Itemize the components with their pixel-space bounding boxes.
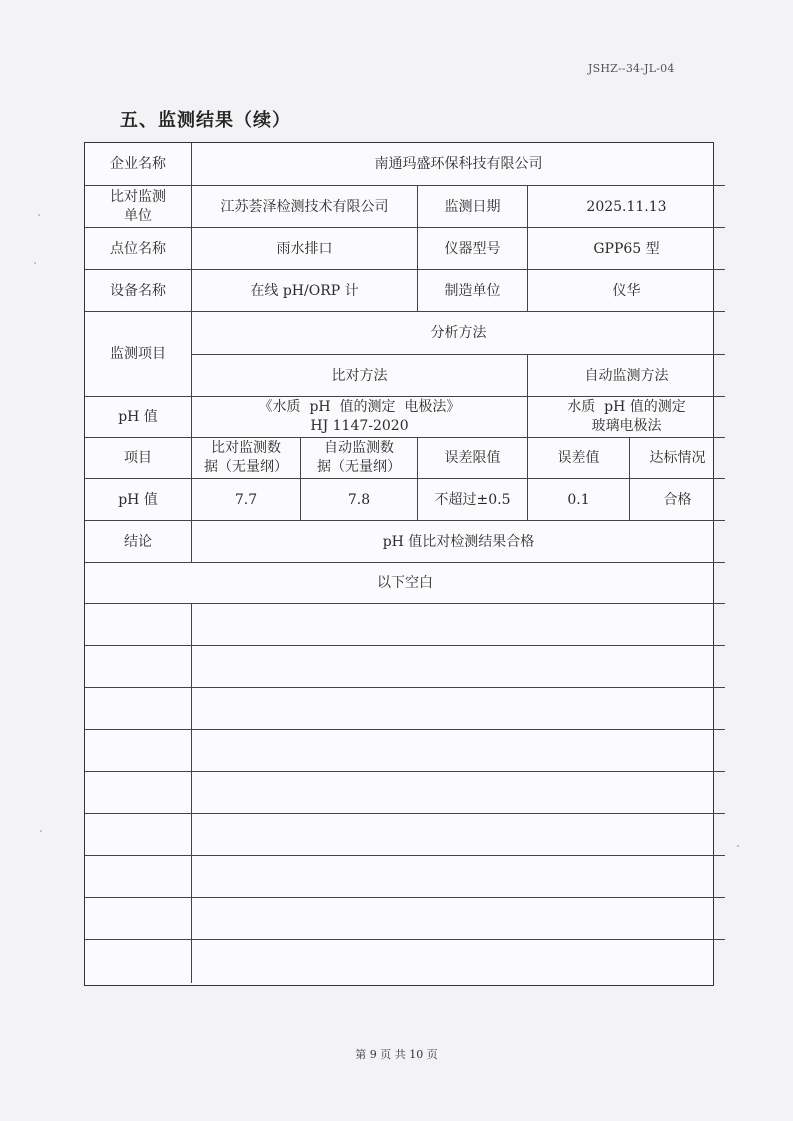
row-error: 0.1 bbox=[528, 479, 630, 521]
empty-cell bbox=[85, 940, 192, 983]
empty-cell bbox=[192, 730, 725, 772]
row-compare: 7.7 bbox=[192, 479, 301, 521]
date-value: 2025.11.13 bbox=[528, 186, 725, 228]
conclusion-label: 结论 bbox=[85, 521, 192, 563]
conclusion-value: pH 值比对检测结果合格 bbox=[192, 521, 725, 563]
page-footer: 第 9 页 共 10 页 bbox=[355, 1048, 438, 1061]
scan-speck bbox=[34, 262, 36, 264]
agency-label: 比对监测单位 bbox=[85, 186, 192, 228]
empty-cell bbox=[85, 814, 192, 856]
empty-cell bbox=[85, 730, 192, 772]
compare-method-line1: 《水质 pH 值的测定 电极法》 bbox=[258, 399, 461, 415]
empty-cell bbox=[192, 856, 725, 898]
maker-label: 制造单位 bbox=[418, 270, 528, 312]
empty-cell bbox=[192, 814, 725, 856]
company-label: 企业名称 bbox=[85, 143, 192, 186]
monitoring-results-table bbox=[84, 142, 714, 986]
section-title: 五、监测结果（续） bbox=[120, 110, 291, 131]
row-auto: 7.8 bbox=[301, 479, 418, 521]
empty-cell bbox=[192, 772, 725, 814]
item-label: 监测项目 bbox=[85, 312, 192, 397]
empty-cell bbox=[192, 646, 725, 688]
empty-cell bbox=[85, 856, 192, 898]
col-auto-data-line1: 自动监测数 bbox=[324, 440, 394, 456]
compare-method-line2: HJ 1147-2020 bbox=[310, 418, 409, 434]
col-error: 误差值 bbox=[528, 438, 630, 479]
row-limit: 不超过±0.5 bbox=[418, 479, 528, 521]
col-item: 项目 bbox=[85, 438, 192, 479]
col-status: 达标情况 bbox=[630, 438, 725, 479]
scan-speck bbox=[40, 830, 42, 832]
row-status: 合格 bbox=[630, 479, 725, 521]
date-label: 监测日期 bbox=[418, 186, 528, 228]
col-auto-data-line2: 据（无量纲） bbox=[317, 459, 401, 475]
empty-cell bbox=[85, 646, 192, 688]
scan-speck bbox=[38, 214, 40, 216]
empty-cell bbox=[85, 688, 192, 730]
method-header: 分析方法 bbox=[192, 312, 725, 355]
col-auto-data bbox=[301, 438, 418, 479]
agency-value: 江苏荟泽检测技术有限公司 bbox=[192, 186, 418, 228]
empty-cell bbox=[85, 898, 192, 940]
model-value: GPP65 型 bbox=[528, 228, 725, 270]
scan-speck bbox=[737, 845, 739, 847]
equipment-label: 设备名称 bbox=[85, 270, 192, 312]
document-code: JSHZ--34-JL-04 bbox=[588, 62, 675, 75]
row-item: pH 值 bbox=[85, 479, 192, 521]
compare-method-header: 比对方法 bbox=[192, 355, 528, 397]
point-value: 雨水排口 bbox=[192, 228, 418, 270]
empty-cell bbox=[192, 604, 725, 646]
empty-cell bbox=[192, 898, 725, 940]
col-compare-data-line2: 据（无量纲） bbox=[204, 459, 288, 475]
auto-method-value bbox=[528, 397, 725, 438]
auto-method-line1: 水质 pH 值的测定 bbox=[567, 399, 686, 415]
compare-method-value bbox=[192, 397, 528, 438]
maker-value: 仪华 bbox=[528, 270, 725, 312]
empty-cell bbox=[192, 940, 725, 983]
empty-cell bbox=[85, 772, 192, 814]
model-label: 仪器型号 bbox=[418, 228, 528, 270]
empty-cell bbox=[85, 604, 192, 646]
equipment-value: 在线 pH/ORP 计 bbox=[192, 270, 418, 312]
company-value: 南通玛盛环保科技有限公司 bbox=[192, 143, 725, 186]
ph-label: pH 值 bbox=[85, 397, 192, 438]
auto-method-line2: 玻璃电极法 bbox=[591, 418, 662, 434]
col-limit: 误差限值 bbox=[418, 438, 528, 479]
col-compare-data bbox=[192, 438, 301, 479]
empty-cell bbox=[192, 688, 725, 730]
blank-note: 以下空白 bbox=[85, 563, 725, 604]
col-compare-data-line1: 比对监测数 bbox=[211, 440, 281, 456]
auto-method-header: 自动监测方法 bbox=[528, 355, 725, 397]
point-label: 点位名称 bbox=[85, 228, 192, 270]
